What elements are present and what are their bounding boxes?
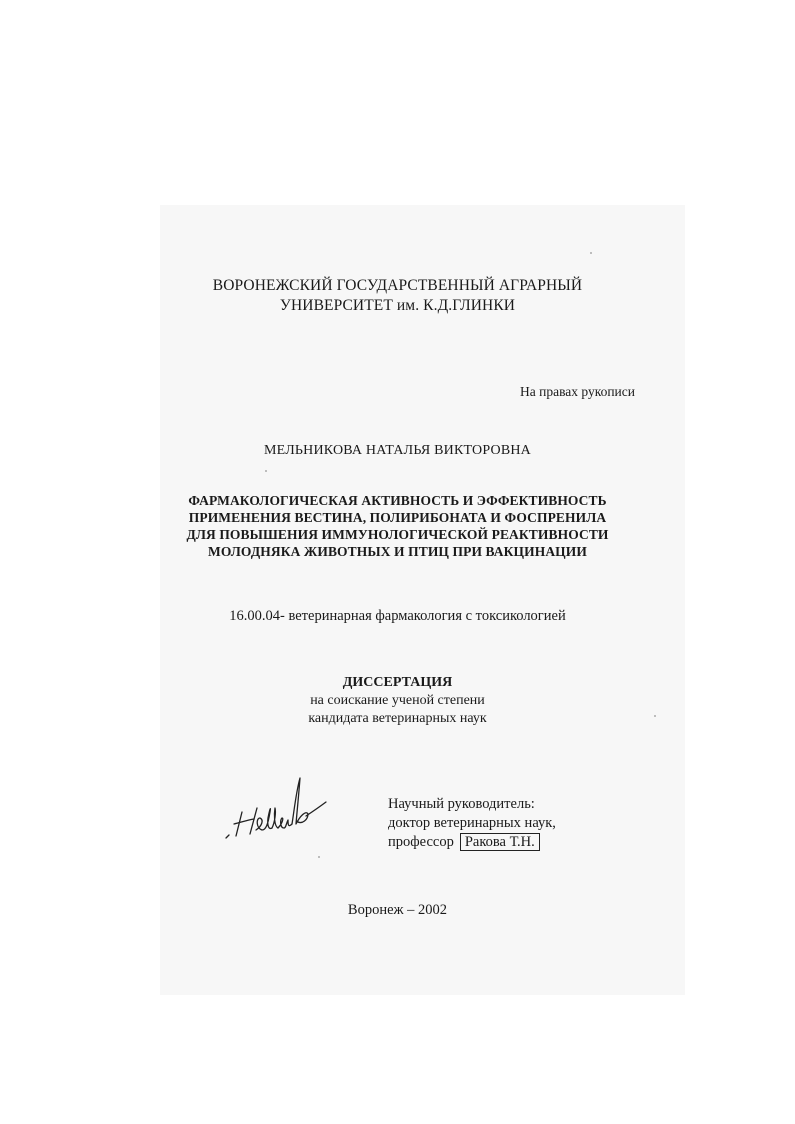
- dissertation-degree-line1: на соискание ученой степени: [310, 693, 485, 708]
- supervisor-rank-name: [388, 834, 540, 851]
- scan-area: [160, 205, 685, 995]
- supervisor-rank: профессор: [388, 834, 454, 850]
- title-line-1: ФАРМАКОЛОГИЧЕСКАЯ АКТИВНОСТЬ И ЭФФЕКТИВНОСТЬ: [188, 493, 607, 508]
- scan-speck: [318, 856, 320, 858]
- title-line-4: МОЛОДНЯКА ЖИВОТНЫХ И ПТИЦ ПРИ ВАКЦИНАЦИИ: [208, 544, 587, 559]
- title-line-2: ПРИМЕНЕНИЯ ВЕСТИНА, ПОЛИРИБОНАТА И ФОСПРЕНИЛА: [188, 510, 607, 525]
- supervisor-degree: доктор ветеринарных наук,: [388, 815, 556, 831]
- title-line-3: ДЛЯ ПОВЫШЕНИЯ ИММУНОЛОГИЧЕСКОЙ РЕАКТИВНОСТИ: [186, 527, 609, 542]
- scan-speck: [590, 252, 592, 254]
- supervisor-label: Научный руководитель:: [388, 796, 535, 812]
- specialty-code: 16.00.04- ветеринарная фармакология с токсикологией: [229, 608, 566, 624]
- rights-note: На правах рукописи: [519, 384, 635, 399]
- scan-speck: [654, 715, 656, 717]
- university-name-line2: УНИВЕРСИТЕТ им. К.Д.ГЛИНКИ: [279, 297, 516, 314]
- city-year: Воронеж – 2002: [347, 902, 448, 918]
- dissertation-degree-line2: кандидата ветеринарных наук: [308, 711, 487, 726]
- scan-speck: [265, 470, 267, 472]
- author-name: МЕЛЬНИКОВА НАТАЛЬЯ ВИКТОРОВНА: [263, 443, 531, 458]
- university-name-line1: ВОРОНЕЖСКИЙ ГОСУДАРСТВЕННЫЙ АГРАРНЫЙ: [212, 277, 583, 294]
- supervisor-name: Ракова Т.Н.: [460, 833, 540, 851]
- dissertation-label: ДИССЕРТАЦИЯ: [342, 675, 453, 690]
- handwritten-signature: [220, 772, 330, 852]
